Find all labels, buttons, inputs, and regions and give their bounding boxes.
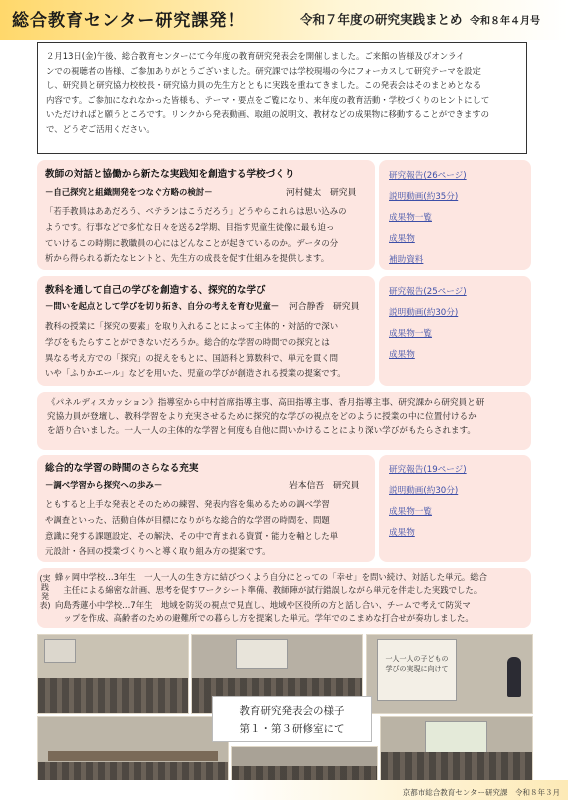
study-body (45, 497, 338, 560)
study-body-line: 析から得られる新たなヒントと、先生方の成長を促す仕組みを提供します。 (45, 253, 330, 264)
projection-screen (44, 639, 76, 663)
deliverables-link[interactable]: 成果物 (389, 528, 415, 538)
study-author: 岩本信吾 研究員 (289, 481, 360, 491)
study-title: 総合的な学習の時間のさらなる充実 (45, 463, 199, 474)
intro-line: ２月13日(金)午後、総合教育センターにて今年度の教育研究発表会を開催しました。ご来館の皆様及びオンライ (46, 51, 465, 61)
intro-line: ンでの視聴者の皆様、ご参加ありがとうございました。研究課では学校現場の今にフォーカスして研究テーマを設定 (46, 65, 481, 76)
panel-line: 究協力員が登壇し、教科学習をより充実させるために探究的な学びの視点をどのように授業の中に位置付けるか (47, 412, 477, 422)
newsletter-title: 総合教育センター研究課発！ (12, 11, 246, 31)
slide-screen (377, 639, 457, 701)
issue-date: 令和８年４月号 (470, 16, 540, 27)
practice-line: ップを作成、高齢者のための避難所での暮らし方を提案した単元。学年でのこまめな打合せが奏功しました。 (55, 613, 474, 623)
practice-presentations (37, 568, 531, 628)
supplementary-link[interactable]: 補助資料 (389, 255, 424, 265)
study-body-line: いや「ふりかエール」などを用いた、児童の学びが創造される授業の提案です。 (45, 368, 346, 379)
report-link[interactable]: 研究報告(26ページ) (389, 171, 467, 181)
study-body-line: 元設計・各回の授業づくりへと導く取り組み方の提案です。 (45, 546, 271, 557)
study-title: 教科を通して自己の学びを創造する、探究的な学び (45, 285, 266, 296)
practice-line: 主任による綿密な計画、思考を促すワークシート準備、教師陣が試行錯誤しながら単元を伴走した実践でした。 (55, 585, 483, 595)
study-subtitle: －問いを起点として学びを切り拓き、自分の考えを育む児童－ (45, 301, 280, 311)
deliverables-list-link[interactable]: 成果物一覧 (389, 213, 432, 223)
study-body (45, 319, 346, 382)
study-title: 教師の対話と協働から新たな実践知を創造する学校づくり (45, 169, 295, 180)
study-author: 河合静香 研究員 (289, 302, 360, 312)
intro-line: いただければと願うところです。リンクから発表動画、取組の説明文、教材などの成果物に移動することができますの (46, 109, 489, 120)
event-photo (231, 746, 378, 782)
study-card-3 (37, 455, 375, 562)
footer-credit: 京都市総合教育センター研究課 令和８年３月 (402, 788, 560, 797)
intro-line: 内容です。ご参加になれなかった皆様も、テーマ・要点をご覧になり、来年度の教育活動・学校づくりのヒントにして (46, 94, 490, 105)
audience-seats (38, 678, 188, 713)
newsletter-subtitle: 令和７年度の研究実践まとめ (300, 12, 463, 27)
caption-line: 教育研究発表会の様子 (239, 705, 345, 717)
projection-screen (236, 639, 288, 669)
deliverables-list-link[interactable]: 成果物一覧 (389, 329, 432, 339)
report-link[interactable]: 研究報告(19ページ) (389, 465, 467, 475)
study-subtitle: －自己探究と組織開発をつなぐ方略の検討－ (45, 187, 213, 197)
presenter (507, 657, 521, 697)
practice-tag: (実践発表) (39, 574, 51, 610)
video-link[interactable]: 説明動画(約35分) (389, 192, 459, 202)
study-author: 河村健太 研究員 (286, 188, 357, 198)
podium-table (48, 751, 218, 761)
event-photo (366, 634, 533, 714)
study-links-3 (379, 455, 531, 562)
study-body-line: ともすると上手な発表とそのための練習、発表内容を集めるための調べ学習 (45, 499, 330, 509)
study-body-line: 教科の授業に「探究の要素」を取り入れることによって主体的・対話的で深い (45, 321, 339, 331)
study-body-line: や調査といった、活動自体が目標になりがちな総合的な学習の時間を、問題 (45, 514, 330, 525)
study-card-2 (37, 276, 375, 386)
study-body-line: 「若手教員はああだろう、ベテランはこうだろう」どうやらこれらは思い込みの (45, 206, 347, 216)
slide-text-line: 一人一人の子どもの (385, 655, 449, 663)
audience-seats (381, 752, 532, 781)
caption-line: 第１・第３研修室にて (239, 723, 345, 735)
projection-screen (425, 721, 487, 753)
event-photo (37, 634, 189, 714)
photo-caption (212, 696, 372, 742)
deliverables-link[interactable]: 成果物 (389, 350, 415, 360)
practice-line: 向島秀蓮小中学校…7年生 地域を防災の視点で見直し、地域や区役所の方と話し合い、チームで考えて防災マ (55, 600, 471, 610)
study-body-line: ようです。行事などで多忙な日々を送る2学期、目指す児童生徒像に最も迫っ (45, 221, 335, 232)
header-banner (0, 0, 568, 40)
study-body-line: 学びをもたらすことができないだろうか。総合的な学習の時間での探究とは (45, 336, 330, 347)
intro-box (37, 42, 527, 154)
video-link[interactable]: 説明動画(約30分) (389, 486, 459, 496)
slide-text-line: 学びの実現に向けて (385, 665, 449, 673)
event-photo (37, 716, 229, 782)
intro-line: で、どうぞご活用ください。 (46, 123, 155, 134)
study-body-line: 意識に発する課題設定、その解決、その中で育まれる資質・能力を軸とした単 (45, 530, 339, 541)
study-subtitle: －調べ学習から探究への歩み－ (45, 480, 163, 490)
deliverables-list-link[interactable]: 成果物一覧 (389, 507, 432, 517)
study-links-2 (379, 276, 531, 386)
panel-line: を語り合いました。一人一人の主体的な学習と何度も自他に問いかけることにより深い学びがもたらされます。 (47, 426, 477, 436)
video-link[interactable]: 説明動画(約30分) (389, 308, 459, 318)
event-photo (380, 716, 533, 782)
panelists (38, 762, 228, 781)
report-link[interactable]: 研究報告(25ページ) (389, 287, 467, 297)
audience-seats (232, 766, 377, 781)
practice-line: 蜂ヶ岡中学校…3年生 一人一人の生き方に結びつくよう自分にとっての「幸せ」を問い続け、対話した単元。総合 (55, 572, 487, 582)
panel-line: 《パネルディスカッション》指導室から中村首席指導主事、高田指導主事、香月指導主事、研究課から研究員と研 (47, 398, 485, 408)
panel-discussion (37, 392, 531, 450)
deliverables-link[interactable]: 成果物 (389, 234, 415, 244)
study-body-line: ていけるこの時期に教職員の心にはどんなことが起きているのか。データの分 (45, 237, 339, 248)
study-links-1 (379, 160, 531, 270)
intro-line: し、研究員と研究協力校校長・研究協力員の先生方とともに実践を重ねてきました。この発表会はそのまとめとなる (46, 80, 482, 91)
study-body-line: 異なる考え方での「探究」の捉えをもとに、国語科と算数科で、単元を貫く問 (45, 352, 338, 363)
study-body (45, 204, 347, 267)
study-card-1 (37, 160, 375, 270)
